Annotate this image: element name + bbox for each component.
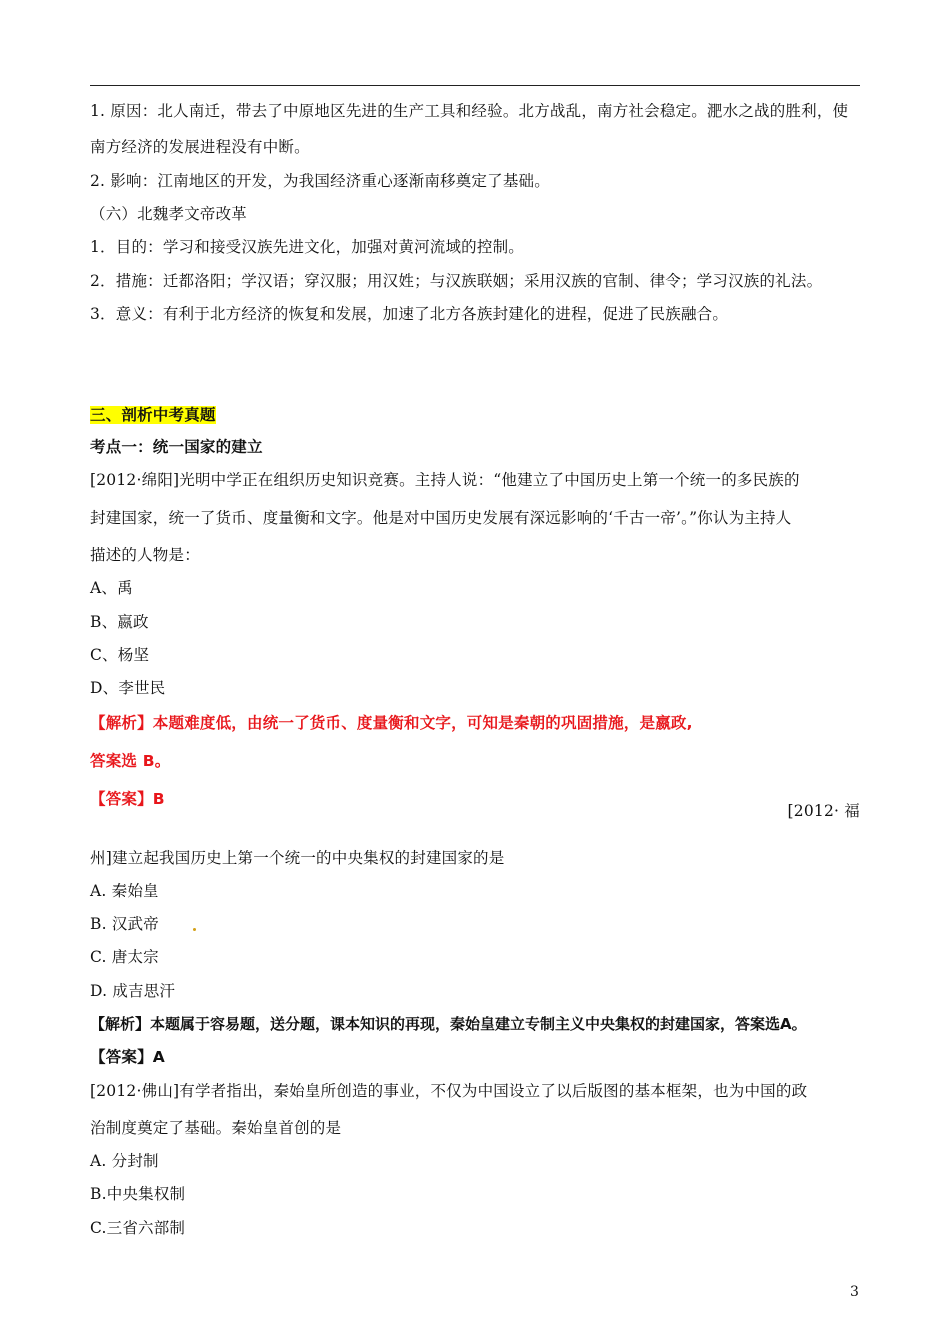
option-b: B.中央集权制	[90, 1185, 186, 1203]
analysis-text: 【解析】本题属于容易题，送分题，课本知识的再现，秦始皇建立专制主义中央集权的封建国家，答案选A。	[90, 1015, 807, 1033]
analysis-text: 【解析】本题难度低，由统一了货币、度量衡和文字，可知是秦朝的巩固措施，是嬴政,	[90, 714, 693, 732]
question-stem: [2012·绵阳]光明中学正在组织历史知识竞赛。主持人说：“他建立了中国历史上第一个统一的多民族的	[90, 471, 800, 489]
question-stem: 治制度奠定了基础。秦始皇首创的是	[90, 1119, 342, 1137]
question-stem: 封建国家，统一了货币、度量衡和文字。他是对中国历史发展有深远影响的‘千古一帝’。”你认为主持人	[90, 509, 792, 527]
option-b: B. 汉武帝	[90, 915, 159, 933]
text-line: 1．目的：学习和接受汉族先进文化，加强对黄河流域的控制。	[90, 238, 524, 256]
option-b: B、嬴政	[90, 613, 149, 631]
option-d: D、李世民	[90, 679, 166, 697]
option-c: C.三省六部制	[90, 1219, 186, 1237]
section-heading	[90, 405, 865, 425]
question-stem: 州]建立起我国历史上第一个统一的中央集权的封建国家的是	[90, 849, 505, 867]
answer-text: 【答案】B	[90, 790, 165, 808]
header-rule	[90, 85, 860, 86]
analysis-text: 答案选 B。	[90, 752, 171, 770]
option-a: A. 秦始皇	[90, 882, 159, 900]
answer-text: 【答案】A	[90, 1048, 165, 1066]
option-d: D. 成吉思汗	[90, 982, 176, 1000]
text-line: 2．措施：迁都洛阳；学汉语；穿汉服；用汉姓；与汉族联姻；采用汉族的官制、律令；学习汉族的礼法。	[90, 272, 823, 290]
question-stem: [2012·佛山]有学者指出，秦始皇所创造的事业，不仅为中国设立了以后版图的基本框架，也为中国的政	[90, 1082, 808, 1100]
option-c: C. 唐太宗	[90, 948, 159, 966]
question-stem: 描述的人物是：	[90, 546, 200, 564]
text-line: 2. 影响：江南地区的开发，为我国经济重心逐渐南移奠定了基础。	[90, 172, 550, 190]
text-line: 3．意义：有利于北方经济的恢复和发展，加速了北方各族封建化的进程，促进了民族融合。	[90, 305, 729, 323]
text-line: 1. 原因：北人南迁，带去了中原地区先进的生产工具和经验。北方战乱，南方社会稳定。淝水之战的胜利，使	[90, 102, 849, 120]
section-heading-text: 三、剖析中考真题	[90, 406, 216, 424]
text-line: 南方经济的发展进程没有中断。	[90, 138, 310, 156]
kaodian-heading: 考点一：统一国家的建立	[90, 438, 263, 456]
option-a: A、禹	[90, 579, 133, 597]
page-number: 3	[850, 1284, 859, 1300]
option-c: C、杨坚	[90, 646, 150, 664]
decorative-dot	[193, 928, 196, 931]
text-line: （六）北魏孝文帝改革	[90, 205, 248, 223]
option-a: A. 分封制	[90, 1152, 159, 1170]
question-stem: [2012· 福	[787, 802, 860, 820]
